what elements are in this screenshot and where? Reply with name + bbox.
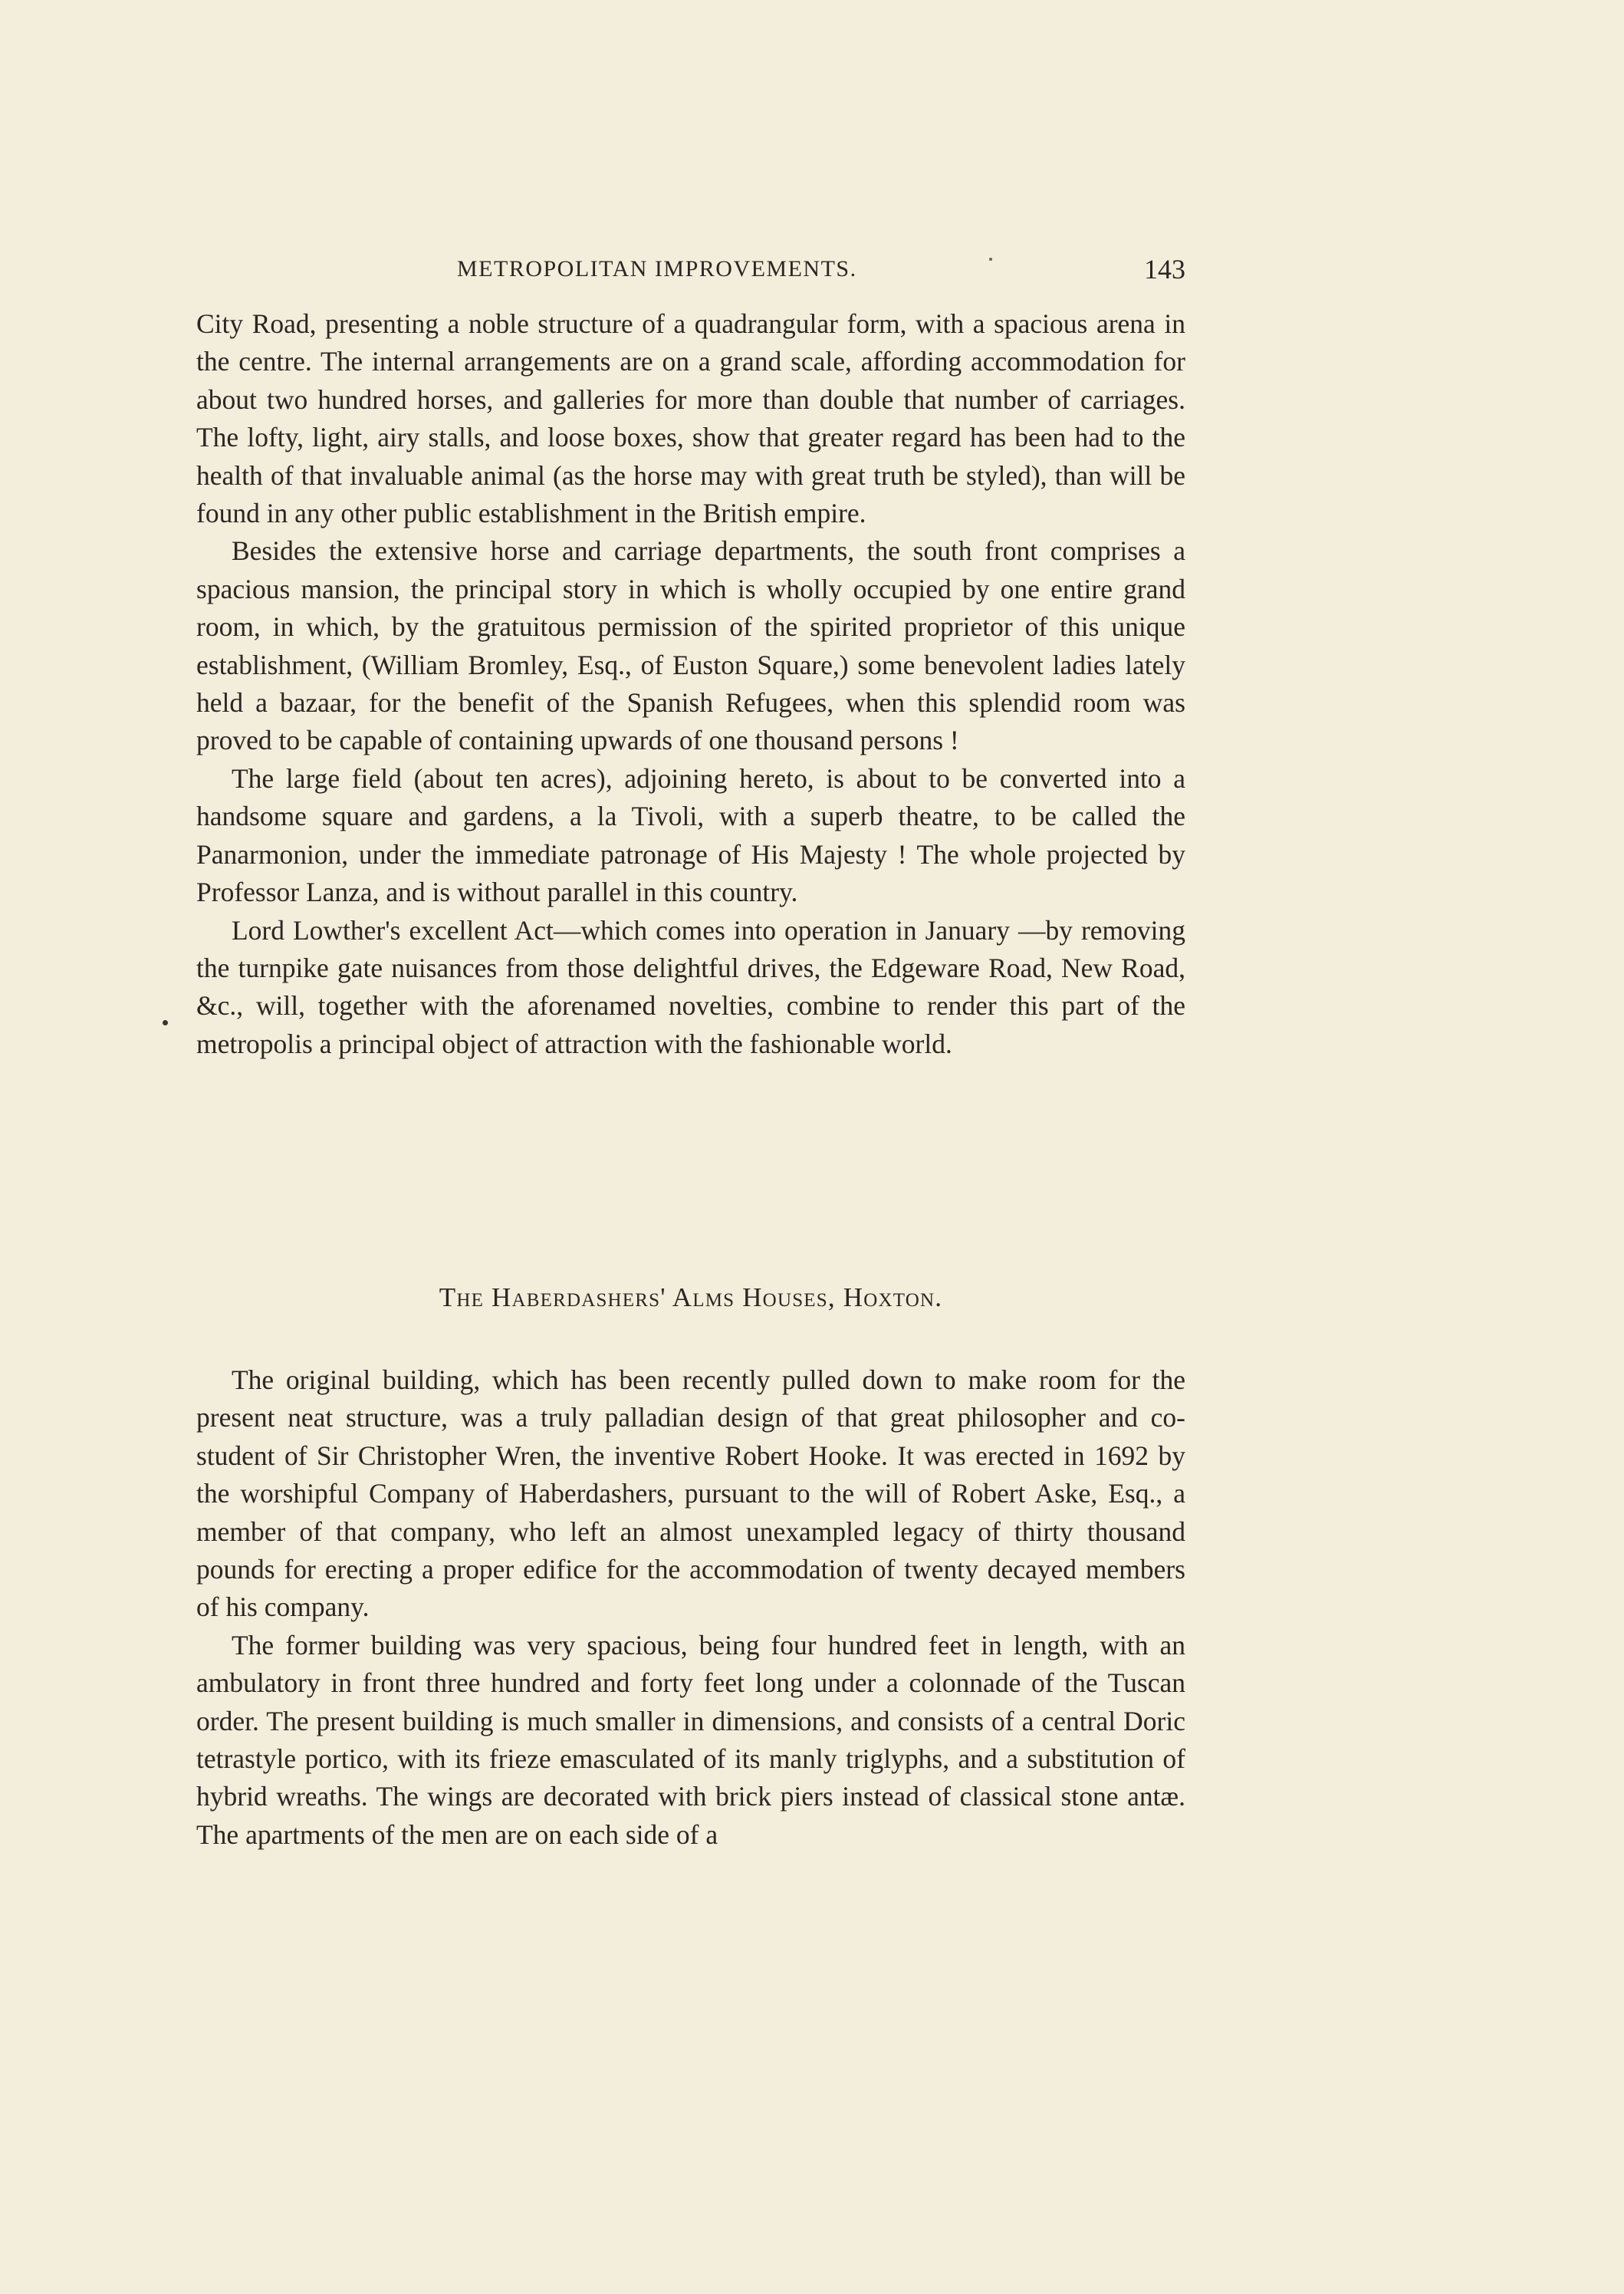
margin-mark: [163, 1020, 168, 1025]
paragraph: City Road, presenting a noble structure of a quadrangular form, with a spacious arena in the centre. The internal arrangements are on a grand scale, affording accommodation for about two hundred horses, and galleries for more than double that number of carriages. The lofty, light, airy stalls, and loose boxes, show that greater regard has been had to the health of that invaluable animal (as the horse may with great truth be styled), than will be found in any other public establishment in the British empire.: [196, 308, 1185, 529]
page-number: 143: [1144, 254, 1185, 285]
paragraph: The original building, which has been recently pulled down to make room for the present neat structure, was a truly palladian design of that great philosopher and co-student of Sir Christopher Wren, the inventive Robert Hooke. It was erected in 1692 by the worshipful Company of Haberdashers, pursuant to the will of Robert Aske, Esq., a member of that company, who left an almost unexampled legacy of thirty thousand pounds for erecting a proper edifice for the accommodation of twenty decayed members of his company.: [196, 1364, 1185, 1623]
body-text-lower: [196, 1361, 1185, 1854]
section-heading: The Haberdashers' Alms Houses, Hoxton.: [439, 1282, 943, 1312]
paragraph: Besides the extensive horse and carriage departments, the south front comprises a spacious mansion, the principal story in which is wholly occupied by one entire grand room, in which, by the gratuitous permission of the spirited proprietor of this unique establishment, (William Bromley, Esq., of Euston Square,) some benevolent ladies lately held a bazaar, for the benefit of the Spanish Refugees, when this splendid room was proved to be capable of containing upwards of one thousand persons !: [196, 535, 1185, 756]
paragraph: The large field (about ten acres), adjoining hereto, is about to be converted into a handsome square and gardens, a la Tivoli, with a superb theatre, to be called the Panarmonion, under the immediate patronage of His Majesty ! The whole projected by Professor Lanza, and is without parallel in this country.: [196, 762, 1185, 908]
running-head: [196, 247, 1185, 293]
paragraph: The former building was very spacious, being four hundred feet in length, with an ambulatory in front three hundred and forty feet long under a colonnade of the Tuscan order. The present building is much smaller in dimensions, and consists of a central Doric tetrastyle portico, with its frieze emasculated of its manly triglyphs, and a substitution of hybrid wreaths. The wings are decorated with brick piers instead of classical stone antæ. The apartments of the men are on each side of a: [196, 1629, 1185, 1850]
running-title: METROPOLITAN IMPROVEMENTS.: [457, 256, 857, 281]
paragraph: Lord Lowther's excellent Act—which comes into operation in January —by removing the turnpike gate nuisances from those delightful drives, the Edgeware Road, New Road, &c., will, together with the aforenamed novelties, combine to render this part of the metropolis a principal object of attraction with the fashionable world.: [196, 914, 1185, 1059]
body-text-upper: [196, 305, 1185, 1063]
